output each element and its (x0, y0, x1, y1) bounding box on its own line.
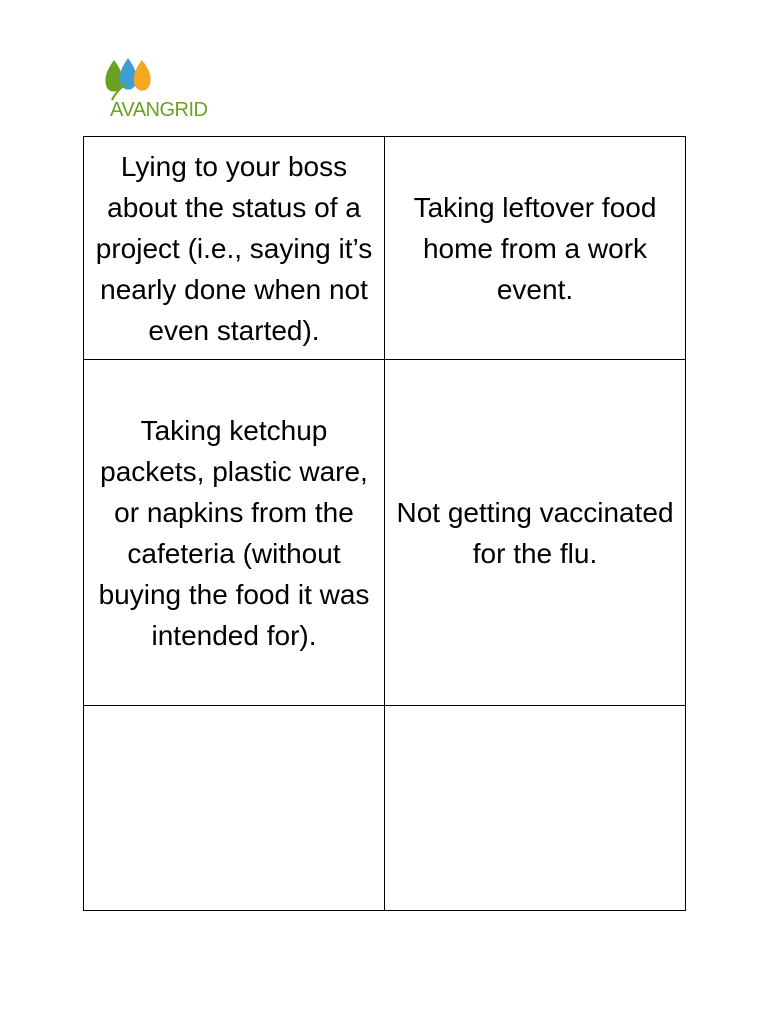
scenario-cards-table (83, 136, 686, 911)
scenario-card: Taking leftover food home from a work event. (385, 137, 686, 360)
table-row (84, 706, 686, 911)
scenario-card: Not getting vaccinated for the flu. (385, 360, 686, 706)
scenario-card: Lying to your boss about the status of a project (i.e., saying it’s nearly done when not even started). (84, 137, 385, 360)
blank-card (84, 706, 385, 911)
table-row (84, 137, 686, 360)
leaf-drops-icon (100, 56, 224, 104)
avangrid-logo (100, 56, 224, 124)
table-row (84, 360, 686, 706)
logo-wordmark: AVANGRID (110, 99, 208, 121)
scenario-card: Taking ketchup packets, plastic ware, or napkins from the cafeteria (without buying the food it was intended for). (84, 360, 385, 706)
blank-card (385, 706, 686, 911)
